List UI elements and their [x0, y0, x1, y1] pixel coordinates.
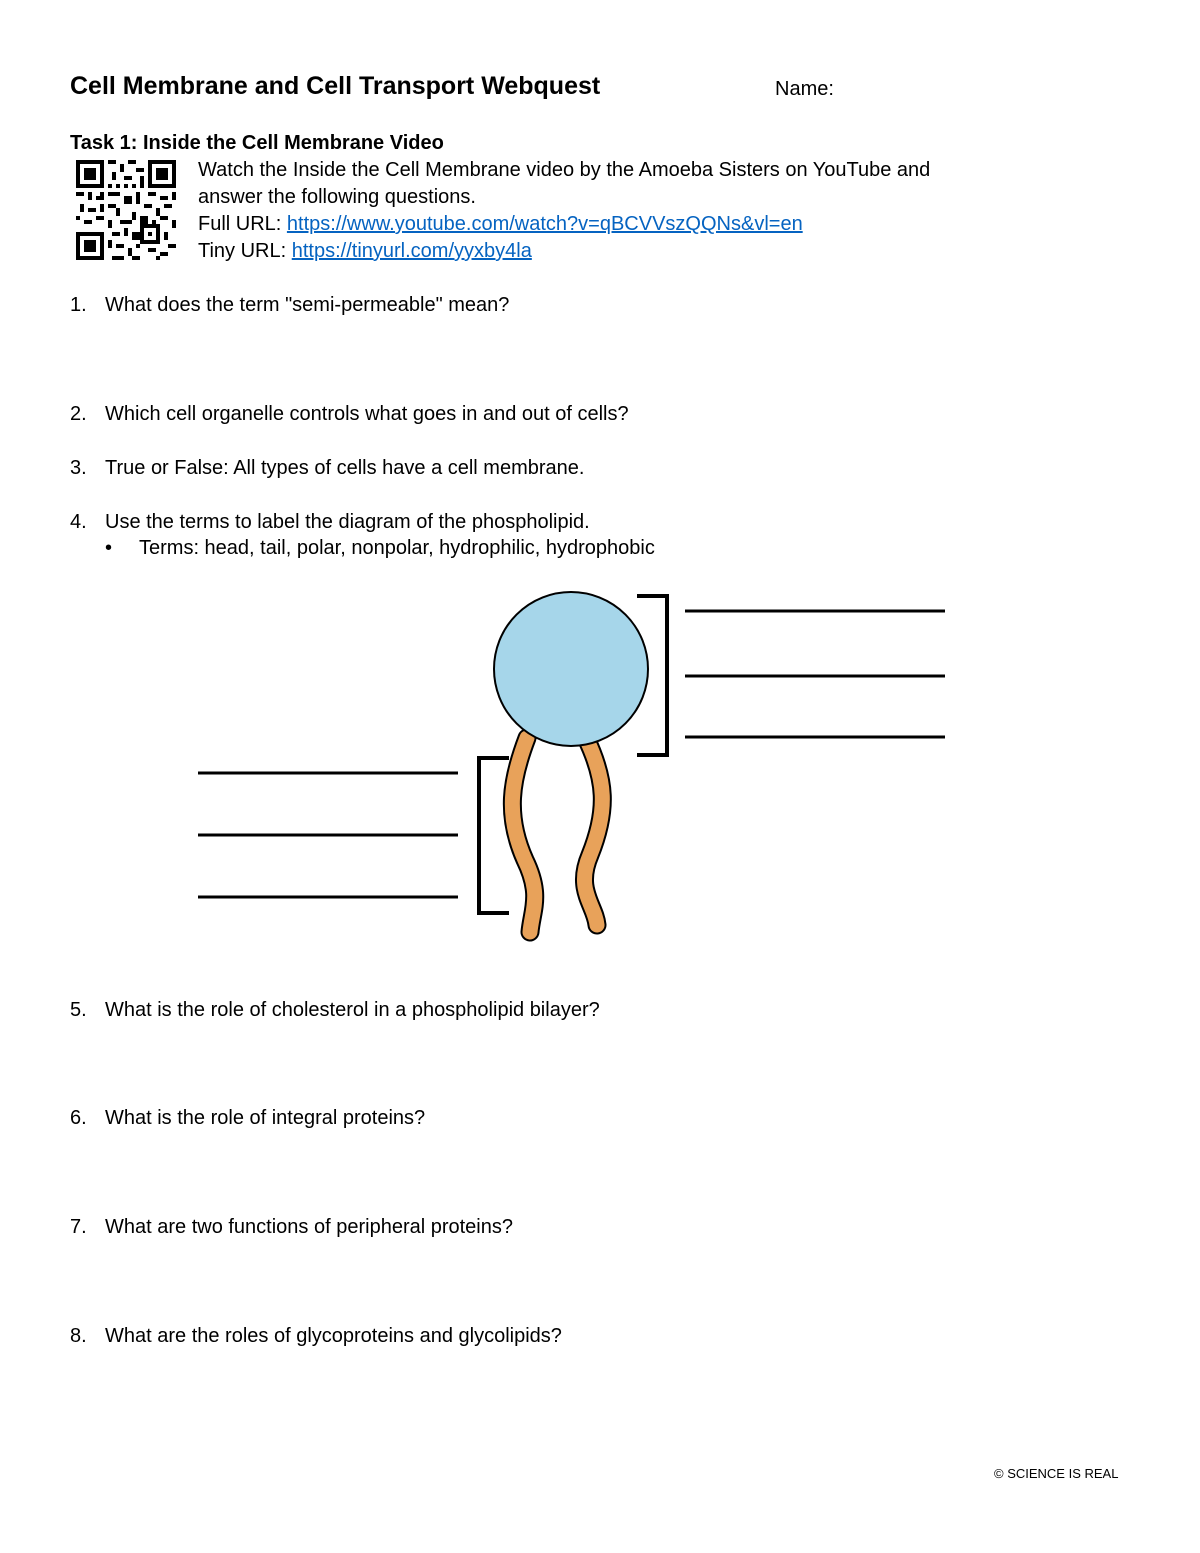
question-text: What are two functions of peripheral proteins?	[105, 1216, 513, 1238]
question-number: 4.	[70, 511, 87, 533]
question-1	[70, 294, 509, 317]
question-number: 2.	[70, 403, 87, 425]
question-8	[70, 1325, 562, 1348]
question-2	[70, 403, 629, 426]
instructions-line-2: answer the following questions.	[198, 186, 476, 208]
tiny-url-label: Tiny URL:	[198, 240, 292, 262]
full-url-row	[198, 211, 1098, 238]
name-label: Name:	[775, 78, 834, 100]
qr-code-icon	[76, 158, 176, 262]
instructions-line-1: Watch the Inside the Cell Membrane video by the Amoeba Sisters on YouTube and	[198, 159, 931, 181]
question-number: 5.	[70, 999, 87, 1021]
question-6	[70, 1107, 425, 1130]
question-number: 8.	[70, 1325, 87, 1347]
full-url-label: Full URL:	[198, 213, 287, 235]
tail-bracket	[479, 758, 509, 913]
question-3	[70, 457, 584, 480]
question-text: Which cell organelle controls what goes in and out of cells?	[105, 403, 629, 425]
question-text: True or False: All types of cells have a cell membrane.	[105, 457, 585, 479]
phospholipid-tail-left-fill	[512, 738, 534, 932]
question-text: What is the role of integral proteins?	[105, 1107, 426, 1129]
question-7	[70, 1216, 513, 1239]
tiny-url-link[interactable]: https://tinyurl.com/yyxby4la	[291, 240, 532, 262]
question-5	[70, 999, 600, 1022]
question-text: What is the role of cholesterol in a phospholipid bilayer?	[105, 999, 600, 1021]
phospholipid-diagram	[0, 580, 1200, 950]
question-text: Use the terms to label the diagram of the phospholipid.	[105, 511, 590, 533]
full-url-link[interactable]: https://www.youtube.com/watch?v=qBCVVszQQNs&vl=en	[286, 213, 803, 235]
task-1-instructions	[198, 157, 1098, 265]
worksheet-title: Cell Membrane and Cell Transport Webquest	[70, 72, 601, 100]
tiny-url-row	[198, 238, 1098, 265]
phospholipid-head	[494, 592, 648, 746]
task-1-title: Task 1: Inside the Cell Membrane Video	[70, 132, 444, 154]
question-number: 1.	[70, 294, 87, 316]
question-text: What does the term "semi-permeable" mean?	[105, 294, 510, 316]
question-number: 3.	[70, 457, 87, 479]
question-number: 6.	[70, 1107, 87, 1129]
question-4	[70, 511, 590, 534]
question-number: 7.	[70, 1216, 87, 1238]
bullet-icon: •	[105, 537, 113, 559]
terms-list: Terms: head, tail, polar, nonpolar, hydrophilic, hydrophobic	[139, 537, 655, 559]
terms-bullet	[105, 537, 655, 560]
question-text: What are the roles of glycoproteins and glycolipids?	[105, 1325, 562, 1347]
copyright-footer: © SCIENCE IS REAL	[994, 1466, 1119, 1481]
